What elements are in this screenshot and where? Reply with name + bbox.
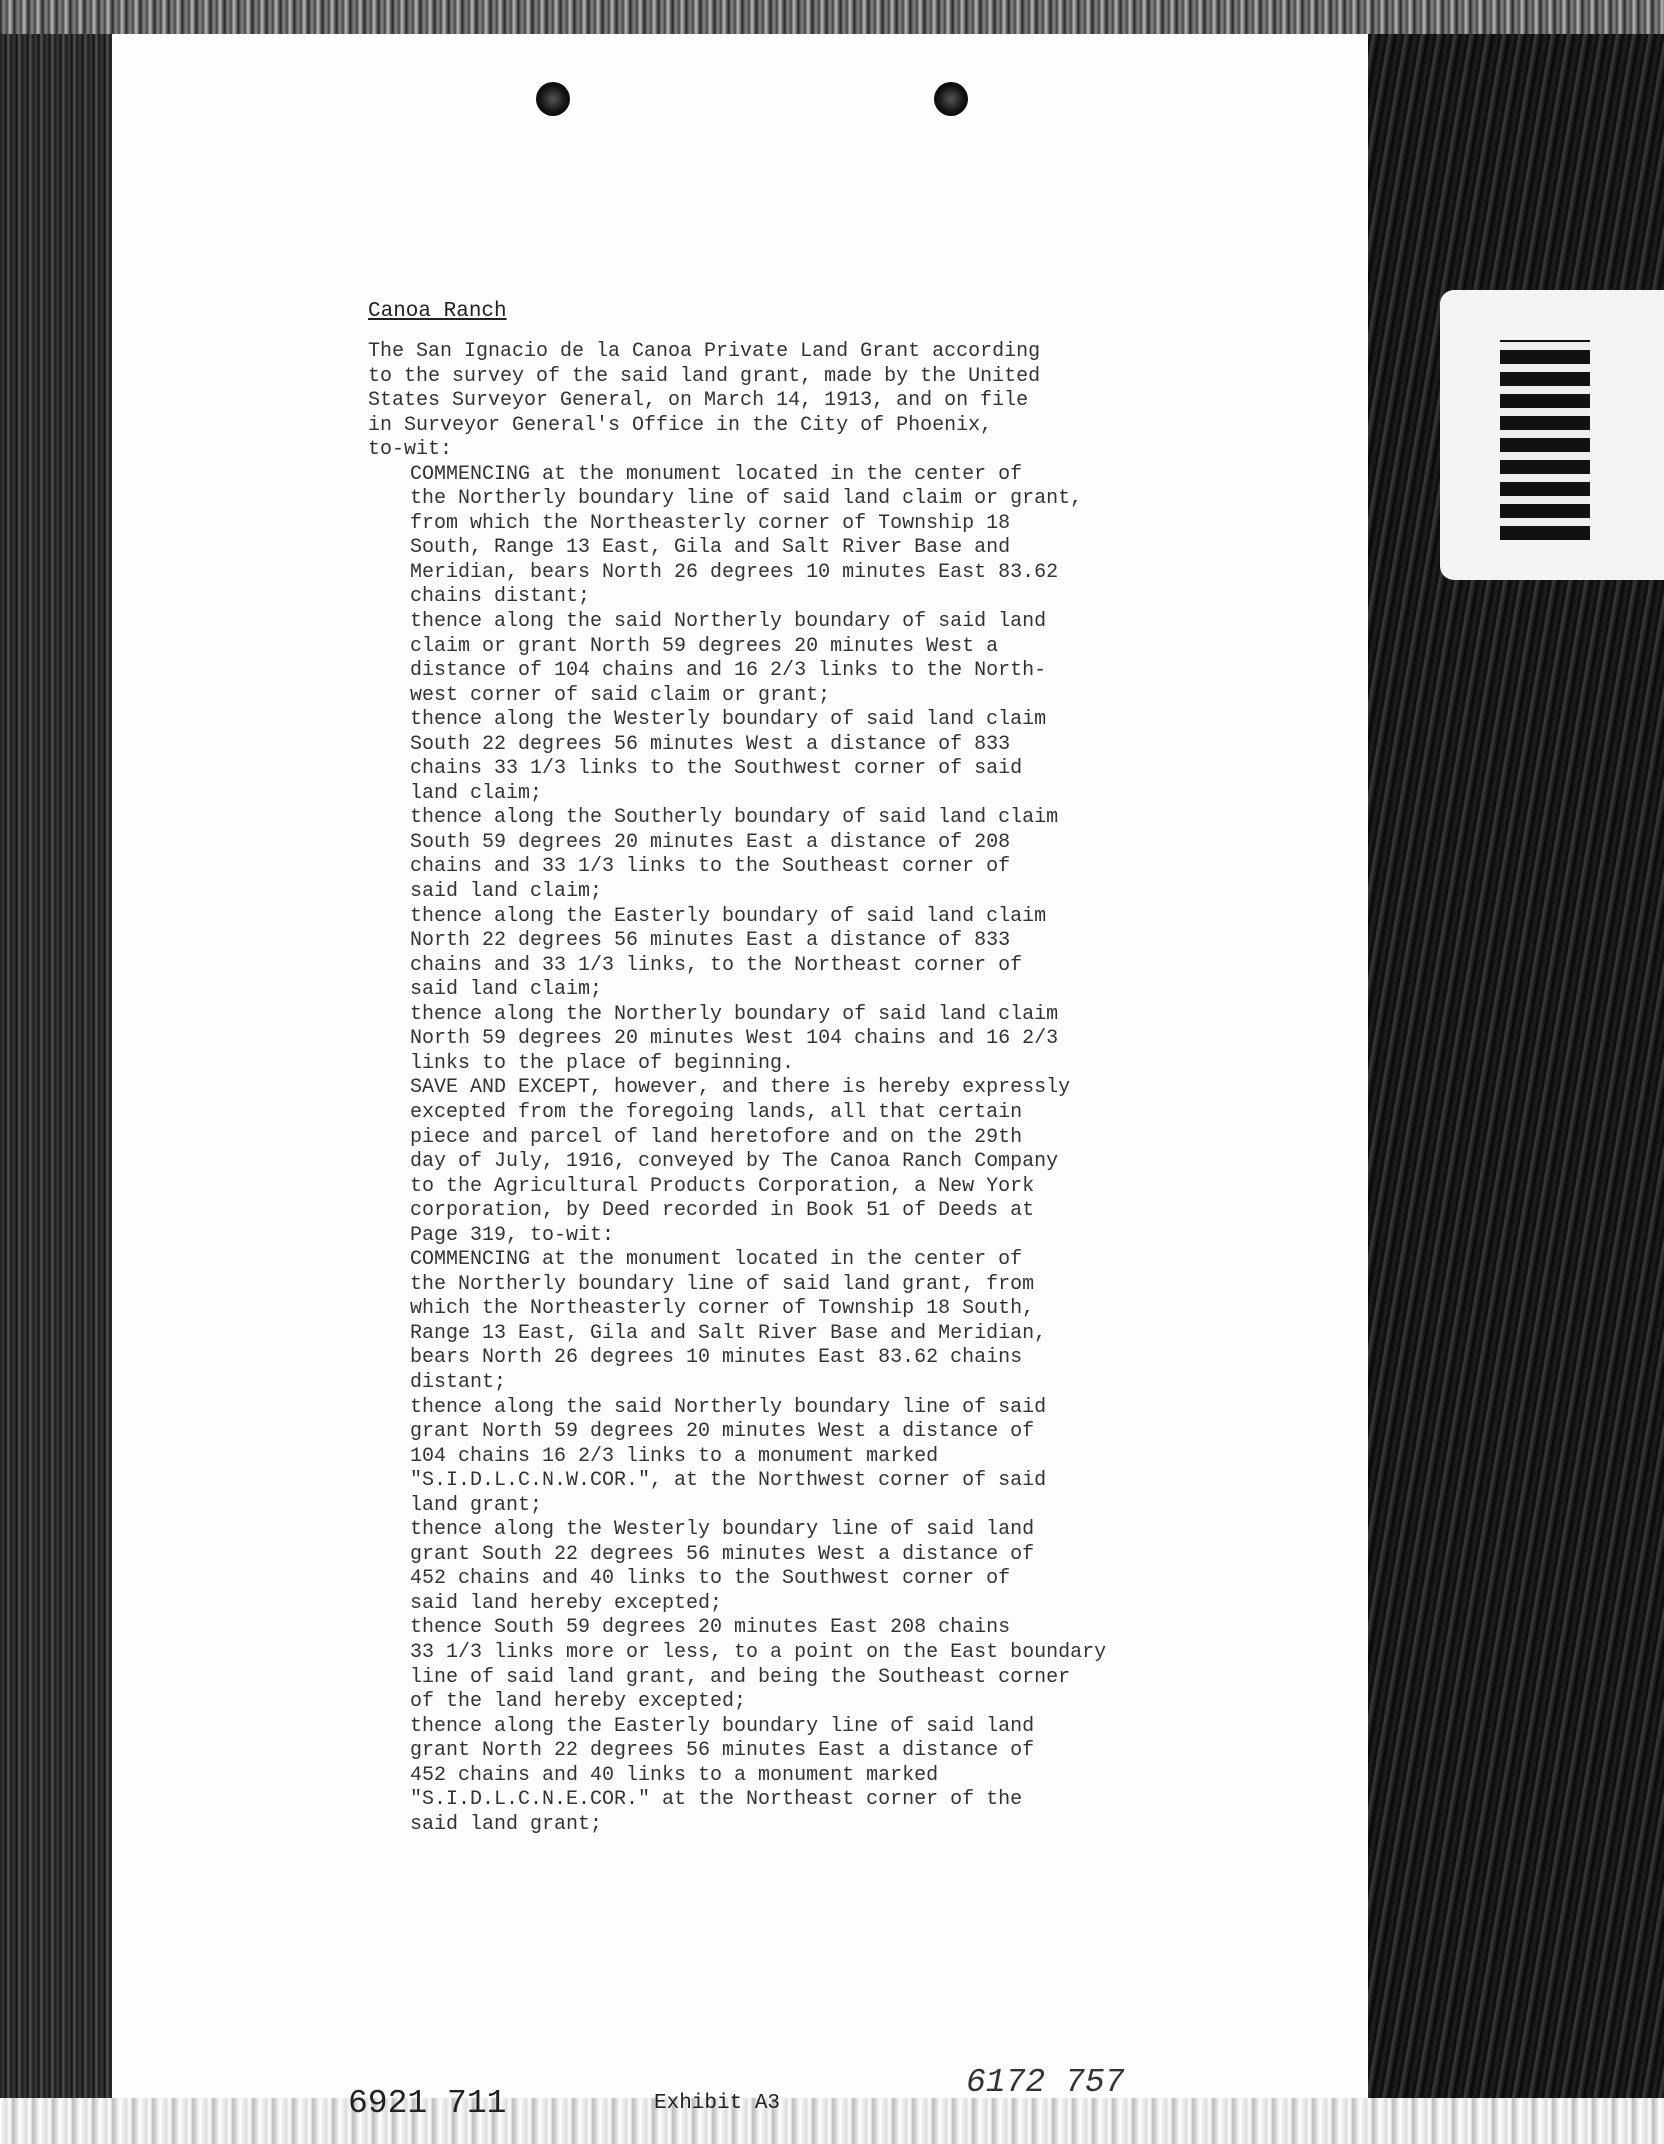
text-line: The San Ignacio de la Canoa Private Land Grant according — [368, 340, 1041, 363]
text-line: chains and 33 1/3 links to the Southeast corner of — [410, 855, 1011, 879]
text-line: corporation, by Deed recorded in Book 51 of Deeds at — [410, 1199, 1035, 1223]
text-line: South, Range 13 East, Gila and Salt River Base and — [410, 536, 1011, 560]
exhibit-label: Exhibit A3 — [654, 2092, 781, 2115]
text-line: distant; — [410, 1370, 507, 1394]
text-line: Meridian, bears North 26 degrees 10 minutes East 83.62 — [410, 560, 1059, 584]
text-line: said land claim; — [410, 880, 603, 904]
text-line: South 22 degrees 56 minutes West a distance of 833 — [410, 732, 1011, 756]
text-line: SAVE AND EXCEPT, however, and there is hereby expressly — [410, 1076, 1071, 1100]
text-line: piece and parcel of land heretofore and on the 29th — [410, 1125, 1023, 1149]
text-line: thence along the Westerly boundary of said land claim — [410, 708, 1047, 732]
text-line: Range 13 East, Gila and Salt River Base and Meridian, — [410, 1321, 1047, 1345]
text-line: thence South 59 degrees 20 minutes East 208 chains — [410, 1616, 1011, 1640]
text-line: grant North 22 degrees 56 minutes East a distance of — [410, 1739, 1035, 1763]
text-line: thence along the said Northerly boundary of said land — [410, 610, 1047, 634]
text-line: 104 chains 16 2/3 links to a monument marked — [410, 1444, 939, 1468]
text-line: South 59 degrees 20 minutes East a distance of 208 — [410, 830, 1011, 854]
text-line: thence along the Easterly boundary of said land claim — [410, 904, 1047, 928]
text-line: west corner of said claim or grant; — [410, 683, 831, 707]
text-line: land claim; — [410, 781, 543, 805]
text-line: North 59 degrees 20 minutes West 104 chains and 16 2/3 — [410, 1027, 1059, 1051]
text-line: distance of 104 chains and 16 2/3 links to the North- — [410, 659, 1047, 683]
text-line: thence along the Northerly boundary of said land claim — [410, 1002, 1059, 1026]
text-line: excepted from the foregoing lands, all that certain — [410, 1100, 1023, 1124]
scan-left-edge — [0, 0, 112, 2144]
text-line: "S.I.D.L.C.N.W.COR.", at the Northwest corner of said — [410, 1469, 1047, 1493]
text-line: grant South 22 degrees 56 minutes West a distance of — [410, 1542, 1035, 1566]
text-line: 452 chains and 40 links to the Southwest corner of — [410, 1567, 1011, 1591]
text-line: day of July, 1916, conveyed by The Canoa Ranch Company — [410, 1150, 1059, 1174]
punch-hole-left — [536, 82, 570, 116]
text-line: grant North 59 degrees 20 minutes West a distance of — [410, 1420, 1035, 1444]
scan-bottom-edge — [0, 2098, 1664, 2144]
text-line: States Surveyor General, on March 14, 1913, and on file — [368, 389, 1029, 413]
text-line: chains 33 1/3 links to the Southwest corner of said — [410, 757, 1023, 781]
text-line: Page 319, to-wit: — [410, 1223, 615, 1247]
text-line: thence along the said Northerly boundary line of said — [410, 1395, 1047, 1419]
text-line: 33 1/3 links more or less, to a point on the East boundary — [410, 1640, 1107, 1664]
text-line: thence along the Southerly boundary of said land claim — [410, 806, 1059, 830]
text-line: to the survey of the said land grant, made by the United — [368, 364, 1041, 388]
scan-top-edge — [0, 0, 1664, 34]
text-line: chains distant; — [410, 585, 591, 609]
document-title: Canoa Ranch — [368, 300, 507, 323]
text-line: claim or grant North 59 degrees 20 minutes West a — [410, 634, 999, 658]
text-line: said land grant; — [410, 1812, 603, 1836]
text-line: of the land hereby excepted; — [410, 1690, 747, 1714]
binder-tab-label — [1500, 340, 1590, 540]
text-line: North 22 degrees 56 minutes East a distance of 833 — [410, 929, 1011, 953]
handwritten-number: 6172 757 — [966, 2064, 1125, 2101]
legal-description — [368, 340, 1268, 1837]
text-line: the Northerly boundary line of said land grant, from — [410, 1272, 1035, 1296]
text-line: "S.I.D.L.C.N.E.COR." at the Northeast corner of the — [410, 1788, 1023, 1812]
text-line: thence along the Westerly boundary line of said land — [410, 1518, 1035, 1542]
punch-hole-right — [934, 82, 968, 116]
text-line: 452 chains and 40 links to a monument marked — [410, 1763, 939, 1787]
page-number: 6921 711 — [348, 2085, 507, 2122]
text-line: links to the place of beginning. — [410, 1051, 795, 1075]
text-line: land grant; — [410, 1493, 543, 1517]
text-line: which the Northeasterly corner of Township 18 South, — [410, 1297, 1035, 1321]
text-line: to-wit: — [368, 438, 453, 462]
text-line: line of said land grant, and being the Southeast corner — [410, 1665, 1071, 1689]
text-line: COMMENCING at the monument located in the center of — [410, 462, 1023, 486]
text-line: COMMENCING at the monument located in the center of — [410, 1248, 1023, 1272]
text-line: in Surveyor General's Office in the City of Phoenix, — [368, 413, 993, 437]
text-line: the Northerly boundary line of said land claim or grant, — [410, 487, 1083, 511]
text-line: bears North 26 degrees 10 minutes East 83.62 chains — [410, 1346, 1023, 1370]
text-line: chains and 33 1/3 links, to the Northeast corner of — [410, 953, 1023, 977]
text-line: said land hereby excepted; — [410, 1591, 723, 1615]
text-line: thence along the Easterly boundary line of said land — [410, 1714, 1035, 1738]
text-line: from which the Northeasterly corner of Township 18 — [410, 511, 1011, 535]
text-line: said land claim; — [410, 978, 603, 1002]
text-line: to the Agricultural Products Corporation, a New York — [410, 1174, 1035, 1198]
